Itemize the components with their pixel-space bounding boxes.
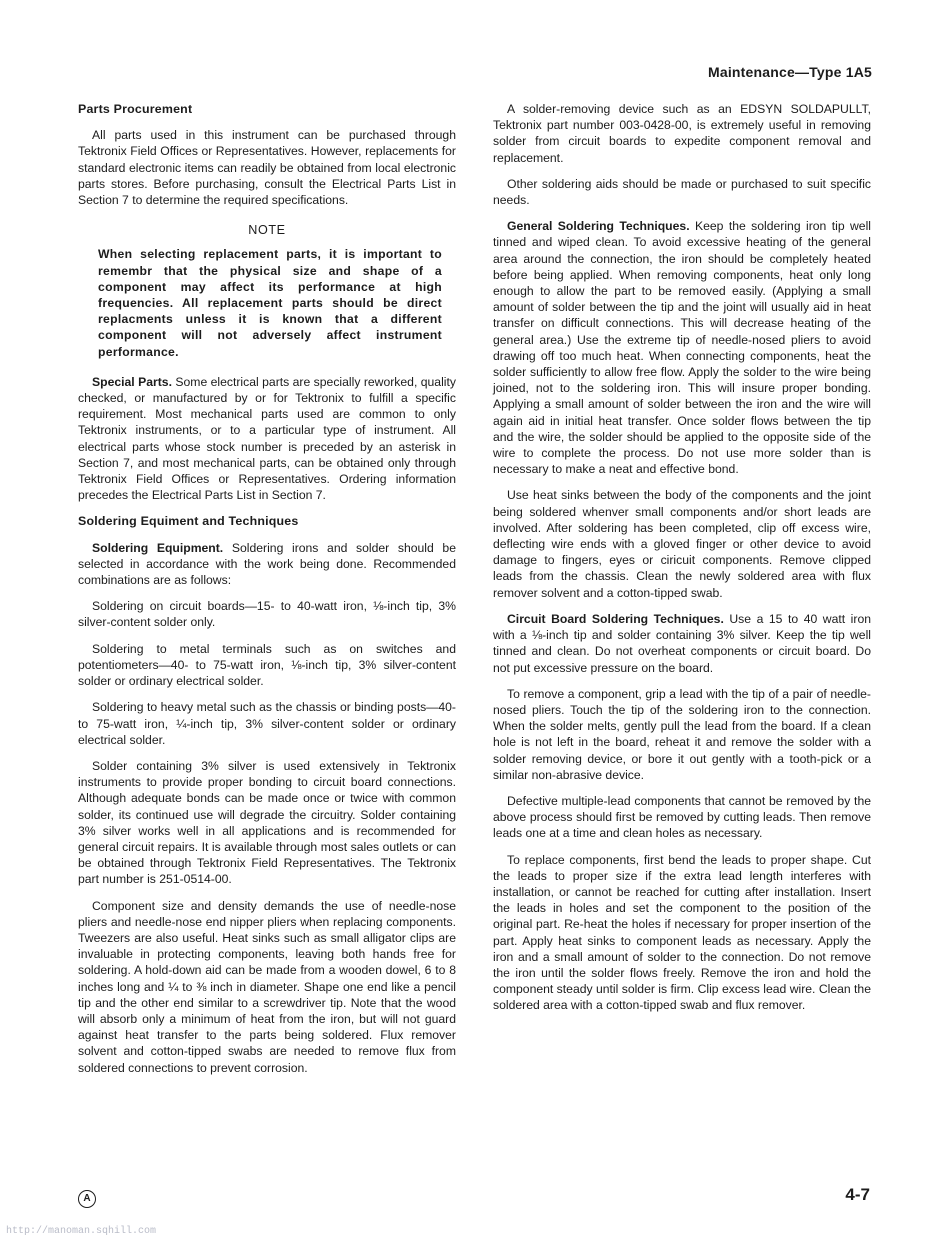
source-watermark: http://manoman.sqhill.com xyxy=(6,1226,157,1237)
special-parts-lead: Special Parts. xyxy=(92,374,172,389)
revision-mark-icon: A xyxy=(78,1190,96,1208)
parts-procurement-heading: Parts Procurement xyxy=(78,102,193,116)
soldering-equipment-lead: Soldering Equipment. xyxy=(92,540,224,555)
remove-component-paragraph: To remove a component, grip a lead with the tip of a pair of needle-nosed pliers. Touch the tip of the soldering iron to the connection. When the solder melts, gently pull the lead from the board. If a clean hole is not left in the board, reheat it and remove the solder with a solder removing device, or bore it out gently with a tooth-pick or a similar non-abrasive device. xyxy=(493,686,871,782)
soldering-equipment-paragraph xyxy=(78,540,456,589)
desolder-paragraph: A solder-removing device such as an EDSYN SOLDAPULLT, Tektronix part number 003-0428-00, is extremely useful in removing solder from circuit boards to expedite component removal and replacement. xyxy=(493,102,871,165)
note-body: When selecting replacement parts, it is important to remembr that the physical size and shape of a component may affect its performance at high frequencies. All replacement parts should be direct replacments unless it is known that a different component will not adversely affect instrument performance. xyxy=(98,247,442,359)
other-aids-paragraph: Other soldering aids should be made or purchased to suit specific needs. xyxy=(493,176,871,208)
special-parts-paragraph xyxy=(78,374,456,504)
general-soldering-body: Keep the soldering iron tip well tinned and wiped clean. To avoid excessive heating of the general area around the connection, the iron should be completely heated before being applied. When removing components, heat only long enough to allow the part to be removed easily. (Applying a small amount of solder between the tip and the joint will usually aid in heat transfer on difficult connections. This will decrease heating of the general area.) Use the extreme tip of needle-nosed pliers to avoid drawing off too much heat. When connecting components, heat the solder sufficiently to allow free flow. Apply the solder to the wire being joined, not to the soldering iron. This will insure proper bonding. Applying a small amount of solder between the iron and the wire will again aid in initial heat transfer. Once solder flows between the tip and the wire, the solder should be applied to the opposite side of the wire to complete the process. Do not use more solder than is necessary to make a neat and effective bond. xyxy=(493,219,871,477)
circuit-board-soldering-lead: Circuit Board Soldering Techniques. xyxy=(507,611,724,626)
circuit-board-soldering-body: Use a 15 to 40 watt iron with a ⅛-inch tip and solder containing 3% silver. Keep the tip well tinned and clean. Do not overheat components or circuit board. Do not put excessive pressure on the board. xyxy=(493,611,871,675)
heat-sinks-paragraph: Use heat sinks between the body of the components and the joint being soldered whenver small components and/or short leads are involved. After soldering has been completed, clip off excess wire, deflecting wire ends with a gloved finger or other device to avoid damage to fingers, eyes or ciricuit components. Remove clipped leads from the chassis. Clean the newly soldered area with flux remover solvent and a cotton-tipped swab. xyxy=(493,488,871,600)
parts-procurement-paragraph: All parts used in this instrument can be purchased through Tektronix Field Offices or Representatives. However, replacements for standard electronic items can readily be obtained from local electronic parts stores. Before purchasing, consult the Electrical Parts List in Section 7 to determine the required specifications. xyxy=(78,128,456,208)
metal-terminals-paragraph: Soldering to metal terminals such as on switches and potentiometers—40- to 75-watt iron, ⅛-inch tip, 3% silver-content solder or ordinary electrical solder. xyxy=(78,641,456,689)
replace-components-paragraph: To replace components, first bend the leads to proper shape. Cut the leads to proper size if the extra lead length interferes with installation, or cannot be reached for cutting after installation. Insert the leads in holes and set the component to the position of the original part. Re-heat the holes if necessary for proper insertion of the part. Apply heat sinks to component leads as necessary. Apply the iron and a small amount of solder to the connection. Do not remove the iron until the solder flows freely. Remove the iron and hold the component steady until solder is firm. Clip excess lead wire. Clean the soldered area with a cotton-tipped swab and flux remover. xyxy=(493,852,871,1013)
circuit-board-soldering-paragraph xyxy=(493,611,871,676)
heavy-metal-paragraph: Soldering to heavy metal such as the chassis or binding posts—40- to 75-watt iron, ¼-inch tip, 3% silver-content solder or ordinary electrical solder. xyxy=(78,700,456,747)
soldering-equipment-body: Soldering irons and solder should be selected in accordance with the work being done. Recommended combinations are as follows: xyxy=(78,540,456,588)
page-number: 4-7 xyxy=(845,1185,870,1204)
silver-solder-paragraph: Solder containing 3% silver is used extensively in Tektronix instruments to provide proper bonding to circuit board connections. Although adequate bonds can be made once or twice with common solder, its continued use will degrade the circuitry. Solder containing 3% silver works well in all applications and is recommended for general circuit repairs. It is available through most sales outlets or can be obtained through Tektronix Field Representatives. The Tektronix part number is 251-0514-00. xyxy=(78,758,456,887)
defective-components-paragraph: Defective multiple-lead components that cannot be removed by the above process should first be removed by cutting leads. Then remove leads one at a time and clean holes as necessary. xyxy=(493,793,871,841)
general-soldering-lead: General Soldering Techniques. xyxy=(507,219,690,234)
circuit-boards-paragraph: Soldering on circuit boards—15- to 40-watt iron, ⅛-inch tip, 3% silver-content solder only. xyxy=(78,599,456,630)
special-parts-body: Some electrical parts are specially reworked, quality checked, or manufactured by or for Tektronix to fulfill a specific requirement. Most mechanical parts used are common to only Tektronix instruments, or to a particular type of instrument. All electrical parts whose stock number is preceded by an asterisk in Section 7, and most mechanical parts, can be obtained only through Tektronix Field Offices or Representatives. Ordering information precedes the Electrical Parts List in Section 7. xyxy=(78,374,456,503)
right-column xyxy=(493,101,871,1024)
component-size-paragraph: Component size and density demands the use of needle-nose pliers and needle-nose end nipper pliers when replacing components. Tweezers are also useful. Heat sinks such as small alligator clips are invaluable in protecting components, leaving both hands free for soldering. A hold-down aid can be made from a wooden dowel, 6 to 8 inches long and ¼ to ⅜ inch in diameter. Shape one end like a pencil tip and the other end similar to a screwdriver tip. Note that the wood will absorb only a minimum of heat from the iron, but will not guard against heat transfer to the parts being soldered. Flux remover solvent and cotton-tipped swabs are needed to remove flux from soldered connections to prevent corrosion. xyxy=(78,898,456,1075)
general-soldering-paragraph xyxy=(493,218,871,477)
note-title: NOTE xyxy=(248,223,286,238)
left-column xyxy=(78,101,456,1086)
soldering-heading: Soldering Equiment and Techniques xyxy=(78,514,299,529)
page-header-title: Maintenance—Type 1A5 xyxy=(707,64,872,80)
